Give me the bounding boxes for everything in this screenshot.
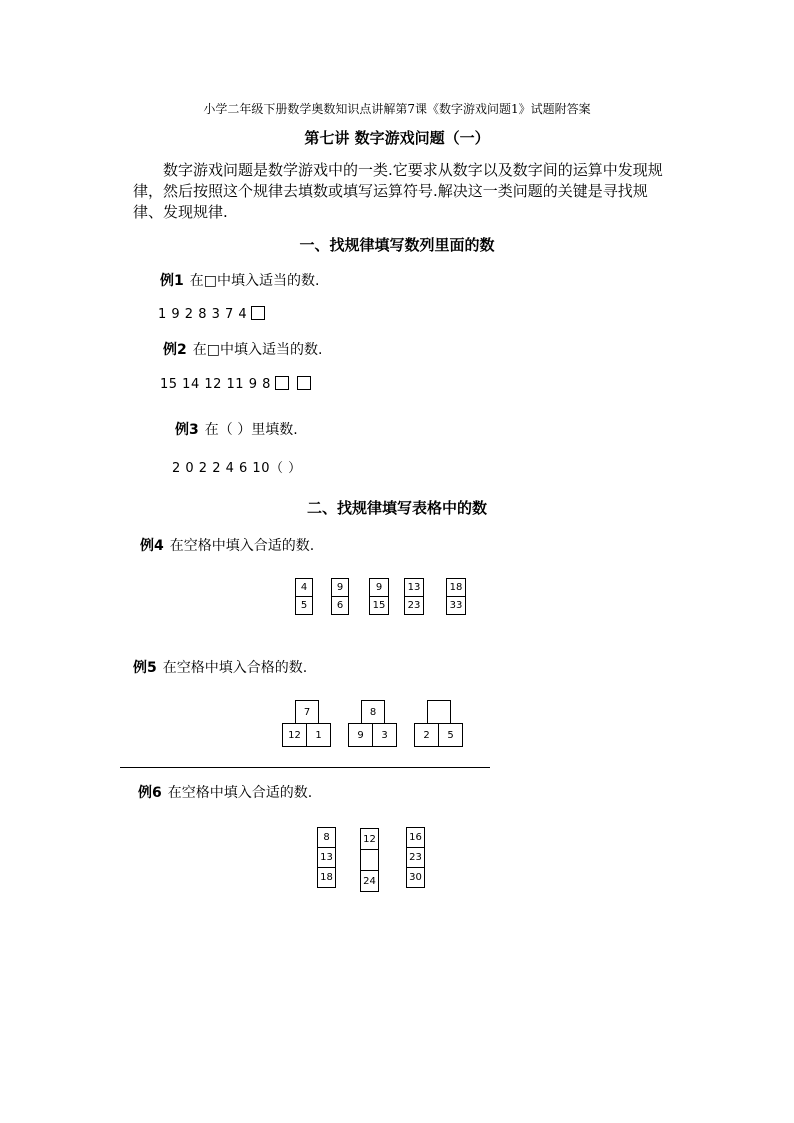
example-2-text: 在□中填入适当的数. bbox=[192, 342, 323, 358]
table-cell: 7 bbox=[295, 700, 319, 724]
table-cell: 9 bbox=[348, 723, 373, 747]
table-cell: 9 bbox=[369, 578, 389, 597]
example-2-sequence bbox=[160, 376, 311, 392]
example-6-label: 例6 bbox=[138, 785, 162, 801]
example-5 bbox=[133, 657, 307, 677]
table-cell: 13 bbox=[317, 847, 336, 868]
section-1-title: 一、找规律填写数列里面的数 bbox=[299, 236, 495, 254]
table-cell: 18 bbox=[317, 867, 336, 888]
table-cell: 30 bbox=[406, 867, 425, 888]
table-cell: 24 bbox=[360, 870, 379, 892]
document-title: 小学二年级下册数学奥数知识点讲解第7课《数字游戏问题1》试题附答案 bbox=[203, 102, 591, 116]
divider-line bbox=[120, 767, 490, 768]
empty-cell[interactable] bbox=[360, 849, 379, 871]
example-4-label: 例4 bbox=[140, 538, 164, 554]
example-3-label: 例3 bbox=[175, 422, 199, 438]
example-2-numbers: 15 14 12 11 9 8 bbox=[160, 377, 271, 392]
example-4-text: 在空格中填入合适的数. bbox=[169, 538, 315, 554]
example-3-text: 在（ ）里填数. bbox=[204, 422, 298, 438]
empty-cell[interactable] bbox=[427, 700, 451, 724]
table-cell: 4 bbox=[295, 578, 313, 597]
blank-box[interactable] bbox=[275, 376, 289, 390]
example-5-text: 在空格中填入合格的数. bbox=[162, 660, 308, 676]
table-cell: 3 bbox=[372, 723, 397, 747]
intro-text: 数字游戏问题是数学游戏中的一类.它要求从数字以及数字间的运算中发现规律，然后按照这个规律去填数或填写运算符号.解决这一类问题的关键是寻找规律、发现规律. bbox=[133, 161, 663, 221]
example-1 bbox=[160, 270, 319, 290]
example-4 bbox=[140, 535, 314, 555]
table-cell: 15 bbox=[369, 596, 389, 615]
table-cell: 12 bbox=[282, 723, 307, 747]
example-6-text: 在空格中填入合适的数. bbox=[167, 785, 313, 801]
example-1-text: 在□中填入适当的数. bbox=[189, 273, 320, 289]
table-cell: 16 bbox=[406, 827, 425, 848]
table-cell: 5 bbox=[438, 723, 463, 747]
blank-box[interactable] bbox=[251, 306, 265, 320]
table-cell: 23 bbox=[404, 596, 424, 615]
section-2-title: 二、找规律填写表格中的数 bbox=[306, 499, 487, 517]
table-cell: 23 bbox=[406, 847, 425, 868]
table-cell: 2 bbox=[414, 723, 439, 747]
table-cell: 5 bbox=[295, 596, 313, 615]
example-3 bbox=[175, 419, 298, 439]
example-2-label: 例2 bbox=[163, 342, 187, 358]
table-cell: 12 bbox=[360, 828, 379, 850]
example-6 bbox=[138, 782, 312, 802]
example-1-numbers: 1 9 2 8 3 7 4 bbox=[158, 307, 248, 322]
table-cell: 13 bbox=[404, 578, 424, 597]
table-cell: 1 bbox=[306, 723, 331, 747]
example-3-sequence: 2 0 2 2 4 6 10（ ） bbox=[172, 461, 302, 476]
table-cell: 8 bbox=[361, 700, 385, 724]
example-1-sequence bbox=[158, 306, 265, 322]
intro-paragraph bbox=[133, 160, 673, 223]
table-cell: 33 bbox=[446, 596, 466, 615]
table-cell: 8 bbox=[317, 827, 336, 848]
example-2 bbox=[163, 339, 322, 359]
table-cell: 6 bbox=[331, 596, 349, 615]
example-1-label: 例1 bbox=[160, 273, 184, 289]
example-5-label: 例5 bbox=[133, 660, 157, 676]
table-cell: 18 bbox=[446, 578, 466, 597]
table-cell: 9 bbox=[331, 578, 349, 597]
lecture-title: 第七讲 数字游戏问题（一） bbox=[304, 129, 490, 147]
blank-box[interactable] bbox=[297, 376, 311, 390]
